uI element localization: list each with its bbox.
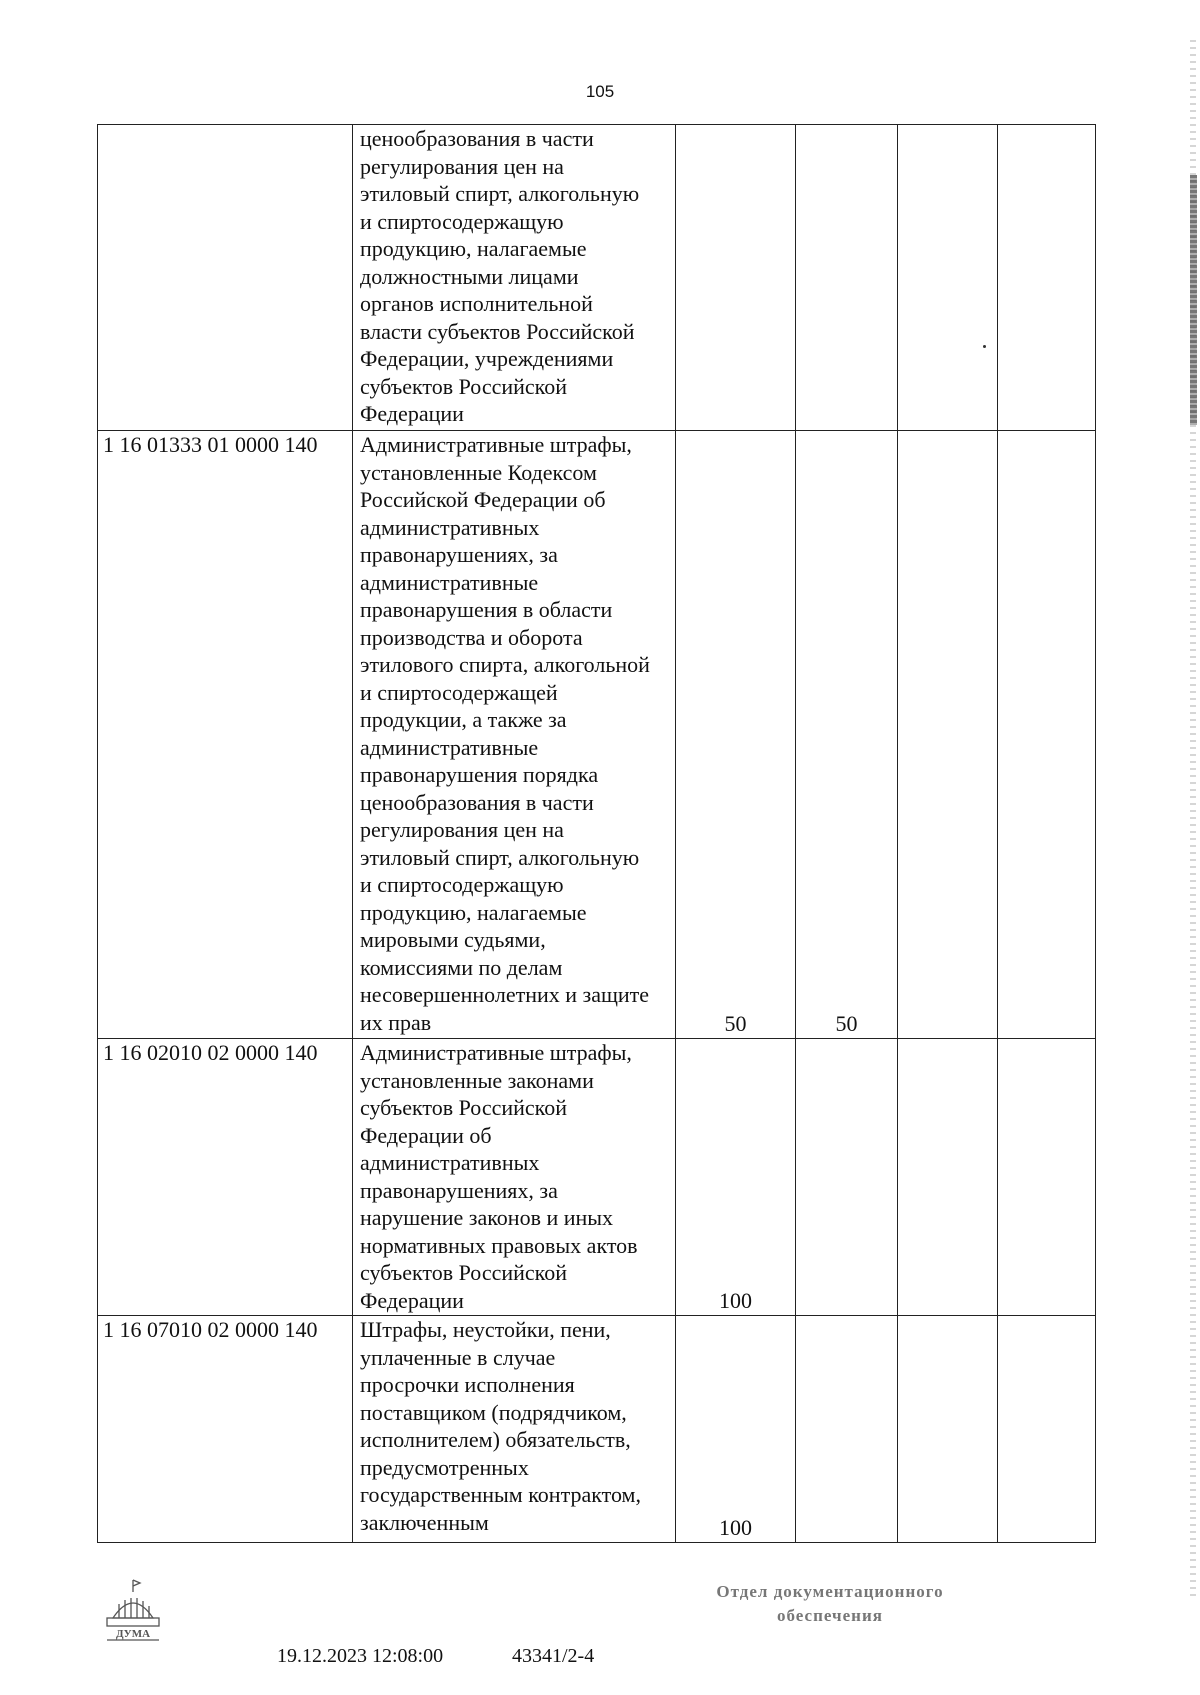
scan-speck — [983, 345, 986, 348]
budget-code-cell — [98, 125, 353, 431]
value-cell — [676, 125, 796, 431]
budget-code-cell: 1 16 01333 01 0000 140 — [98, 431, 353, 1039]
value-cell — [998, 125, 1096, 431]
value-cell — [998, 1039, 1096, 1316]
duma-logo-icon — [103, 1578, 163, 1648]
description-cell: Административные штрафы, установленные Кодексом Российской Федерации об административных правонарушениях, за административные правонарушения в области производства и оборота этилового спирта, алкогольной и спиртосодержащей продукции, а также за административные правонарушения порядка ценообразования в части регулирования цен на этиловый спирт, алкогольную и спиртосодержащую продукцию, налагаемые мировыми судьями, комиссиями по делам несовершеннолетних и защите их прав — [353, 431, 676, 1039]
table-row — [98, 1316, 1096, 1543]
value-cell: 100 — [676, 1316, 796, 1543]
value-cell: 50 — [796, 431, 898, 1039]
description-cell: Административные штрафы, установленные законами субъектов Российской Федерации об административных правонарушениях, за нарушение законов и иных нормативных правовых актов субъектов Российской Федерации — [353, 1039, 676, 1316]
value-cell — [796, 1039, 898, 1316]
logo-text: ДУМА — [115, 1628, 151, 1640]
description-cell: ценообразования в части регулирования цен на этиловый спирт, алкогольную и спиртосодержащую продукцию, налагаемые должностными лицами органов исполнительной власти субъектов Российской Федерации, учреждениями субъектов Российской Федерации — [353, 125, 676, 431]
value-cell: 100 — [676, 1039, 796, 1316]
value-cell — [898, 1039, 998, 1316]
department-stamp: Отдел документационного обеспечения — [716, 1582, 944, 1625]
value-cell — [898, 431, 998, 1039]
value-cell — [898, 125, 998, 431]
table-row — [98, 431, 1096, 1039]
value-cell: 50 — [676, 431, 796, 1039]
document-number: 43341/2-4 — [512, 1645, 595, 1667]
value-cell — [796, 125, 898, 431]
value-cell — [998, 1316, 1096, 1543]
value-cell — [898, 1316, 998, 1543]
page-number: 105 — [585, 82, 615, 101]
table-row — [98, 1039, 1096, 1316]
table-row — [98, 125, 1096, 431]
description-cell: Штрафы, неустойки, пени, уплаченные в случае просрочки исполнения поставщиком (подрядчиком, исполнителем) обязательств, предусмотренных государственным контрактом, заключенным — [353, 1316, 676, 1543]
budget-code-cell: 1 16 02010 02 0000 140 — [98, 1039, 353, 1316]
value-cell — [998, 431, 1096, 1039]
scan-edge-artifact — [1190, 175, 1197, 425]
revenue-table — [97, 124, 1096, 1543]
budget-code-cell: 1 16 07010 02 0000 140 — [98, 1316, 353, 1543]
value-cell — [796, 1316, 898, 1543]
print-datetime: 19.12.2023 12:08:00 — [277, 1645, 444, 1667]
